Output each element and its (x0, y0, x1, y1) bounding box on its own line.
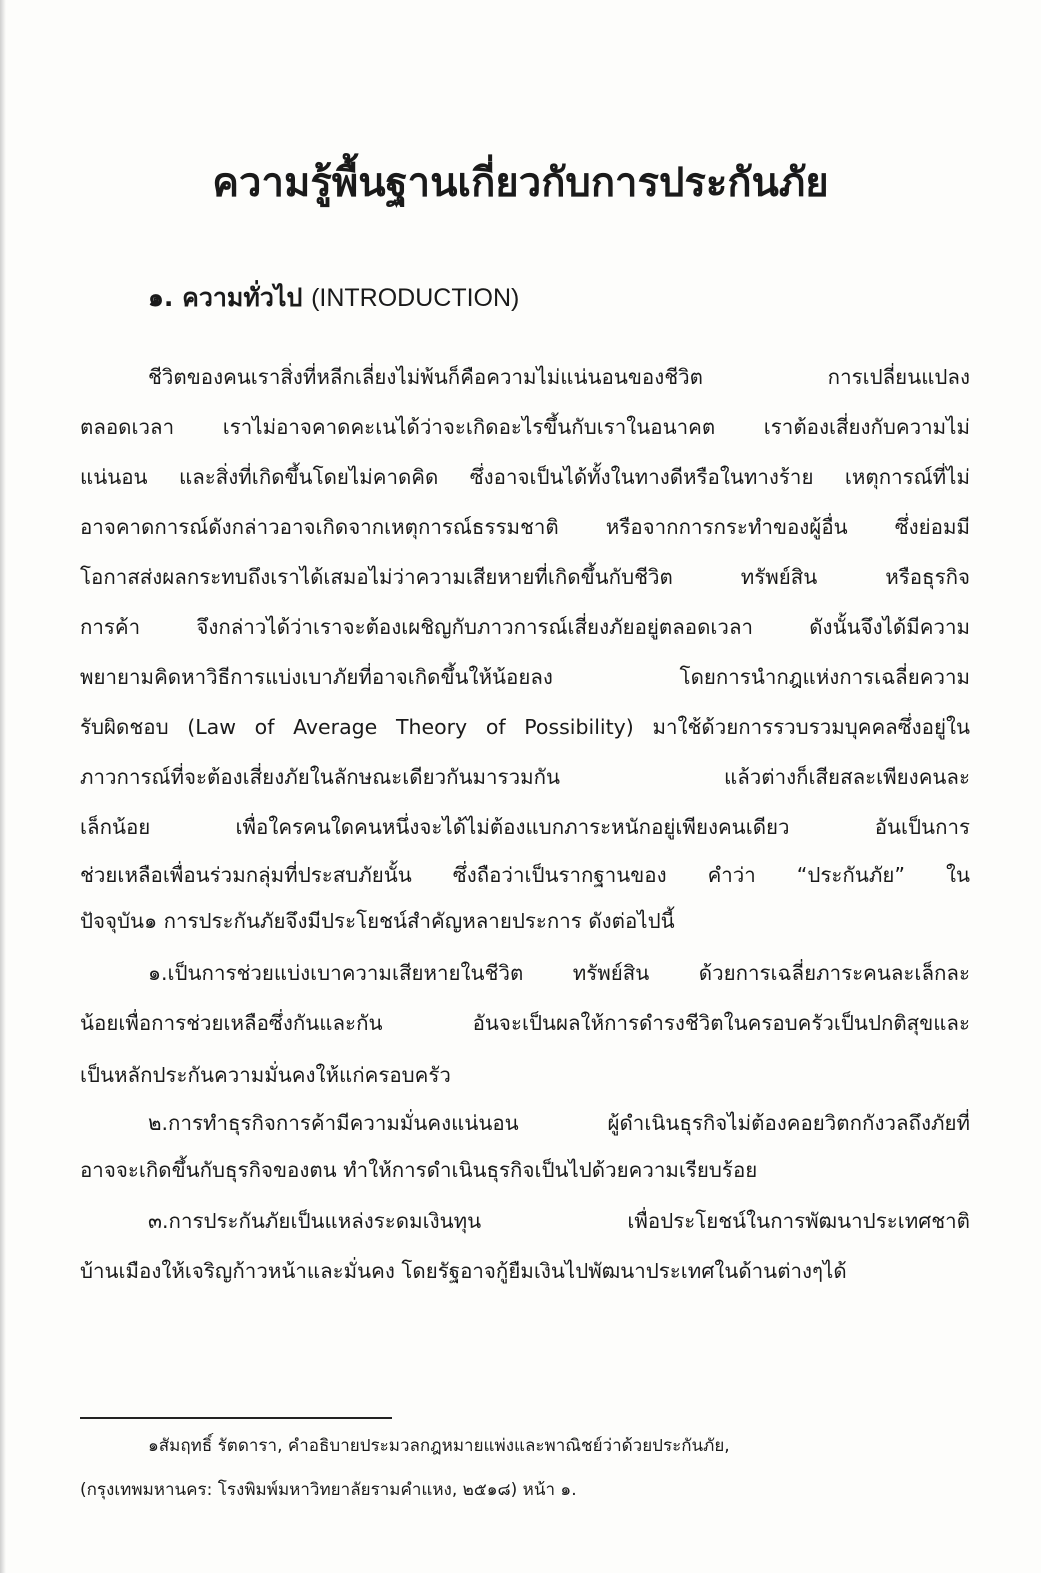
paragraph-4-line: บ้านเมืองให้เจริญก้าวหน้าและมั่นคง โดยรัฐอาจกู้ยืมเงินไปพัฒนาประเทศในด้านต่างๆได้ (80, 1259, 847, 1283)
paragraph-1-line: ปัจจุบัน๑ การประกันภัยจึงมีประโยชน์สำคัญหลายประการ ดังต่อไปนี้ (80, 909, 675, 933)
paragraph-1-line: ภาวการณ์ที่จะต้องเสี่ยงภัยในลักษณะเดียวกันมารวมกัน แล้วต่างก็เสียสละเพียงคนละ (80, 765, 970, 789)
page-edge-shadow (0, 0, 6, 1573)
footnote-line-1: ๑สัมฤทธิ์ รัตดารา, คำอธิบายประมวลกฎหมายแพ่งและพาณิชย์ว่าด้วยประกันภัย, (148, 1436, 730, 1456)
section-title-th: ความทั่วไป (182, 283, 303, 312)
paragraph-1-line: ตลอดเวลา เราไม่อาจคาดคะเนได้ว่าจะเกิดอะไรขึ้นกับเราในอนาคต เราต้องเสี่ยงกับความไม่ (80, 415, 970, 439)
footnote-divider (80, 1417, 392, 1419)
section-heading (148, 278, 519, 318)
paragraph-1-line: แน่นอน และสิ่งที่เกิดขึ้นโดยไม่คาดคิด ซึ่งอาจเป็นได้ทั้งในทางดีหรือในทางร้าย เหตุการณ์ที่ไม่ (80, 465, 970, 489)
section-title-en: (INTRODUCTION) (311, 284, 520, 312)
footnote-line-2: (กรุงเทพมหานคร: โรงพิมพ์มหาวิทยาลัยรามคำแหง, ๒๕๑๘) หน้า ๑. (80, 1480, 577, 1500)
paragraph-1-line: ชีวิตของคนเราสิ่งที่หลีกเลี่ยงไม่พ้นก็คือความไม่แน่นอนของชีวิต การเปลี่ยนแปลง (148, 365, 970, 389)
section-number: ๑. (148, 283, 174, 312)
paragraph-3-line: อาจจะเกิดขึ้นกับธุรกิจของตน ทำให้การดำเนินธุรกิจเป็นไปด้วยความเรียบร้อย (80, 1158, 758, 1182)
paragraph-2-line: เป็นหลักประกันความมั่นคงให้แก่ครอบครัว (80, 1063, 451, 1087)
paragraph-1-line: โอกาสส่งผลกระทบถึงเราได้เสมอไม่ว่าความเสียหายที่เกิดขึ้นกับชีวิต ทรัพย์สิน หรือธุรกิจ (80, 565, 970, 589)
paragraph-1-line: พยายามคิดหาวิธีการแบ่งเบาภัยที่อาจเกิดขึ้นให้น้อยลง โดยการนำกฎแห่งการเฉลี่ยความ (80, 665, 970, 689)
paragraph-2-line: ๑.เป็นการช่วยแบ่งเบาความเสียหายในชีวิต ทรัพย์สิน ด้วยการเฉลี่ยภาระคนละเล็กละ (148, 961, 970, 985)
paragraph-1-line: รับผิดชอบ (Law of Average Theory of Possibility) มาใช้ด้วยการรวบรวมบุคคลซึ่งอยู่ใน (80, 715, 970, 739)
paragraph-4-line: ๓.การประกันภัยเป็นแหล่งระดมเงินทุน เพื่อประโยชน์ในการพัฒนาประเทศชาติ (148, 1209, 970, 1233)
paragraph-1-line: ช่วยเหลือเพื่อนร่วมกลุ่มที่ประสบภัยนั้น ซึ่งถือว่าเป็นรากฐานของ คำว่า “ประกันภัย” ใน (80, 863, 970, 887)
paragraph-1-line: อาจคาดการณ์ดังกล่าวอาจเกิดจากเหตุการณ์ธรรมชาติ หรือจากการกระทำของผู้อื่น ซึ่งย่อมมี (80, 515, 970, 539)
page-title: ความรู้พื้นฐานเกี่ยวกับการประกันภัย (212, 160, 829, 206)
paragraph-3-line: ๒.การทำธุรกิจการค้ามีความมั่นคงแน่นอน ผู้ดำเนินธุรกิจไม่ต้องคอยวิตกกังวลถึงภัยที่ (148, 1111, 970, 1135)
paragraph-1-line: การค้า จึงกล่าวได้ว่าเราจะต้องเผชิญกับภาวการณ์เสี่ยงภัยอยู่ตลอดเวลา ดังนั้นจึงได้มีความ (80, 615, 970, 639)
paragraph-2-line: น้อยเพื่อการช่วยเหลือซึ่งกันและกัน อันจะเป็นผลให้การดำรงชีวิตในครอบครัวเป็นปกติสุขและ (80, 1011, 970, 1035)
paragraph-1-line: เล็กน้อย เพื่อใครคนใดคนหนึ่งจะได้ไม่ต้องแบกภาระหนักอยู่เพียงคนเดียว อันเป็นการ (80, 815, 970, 839)
